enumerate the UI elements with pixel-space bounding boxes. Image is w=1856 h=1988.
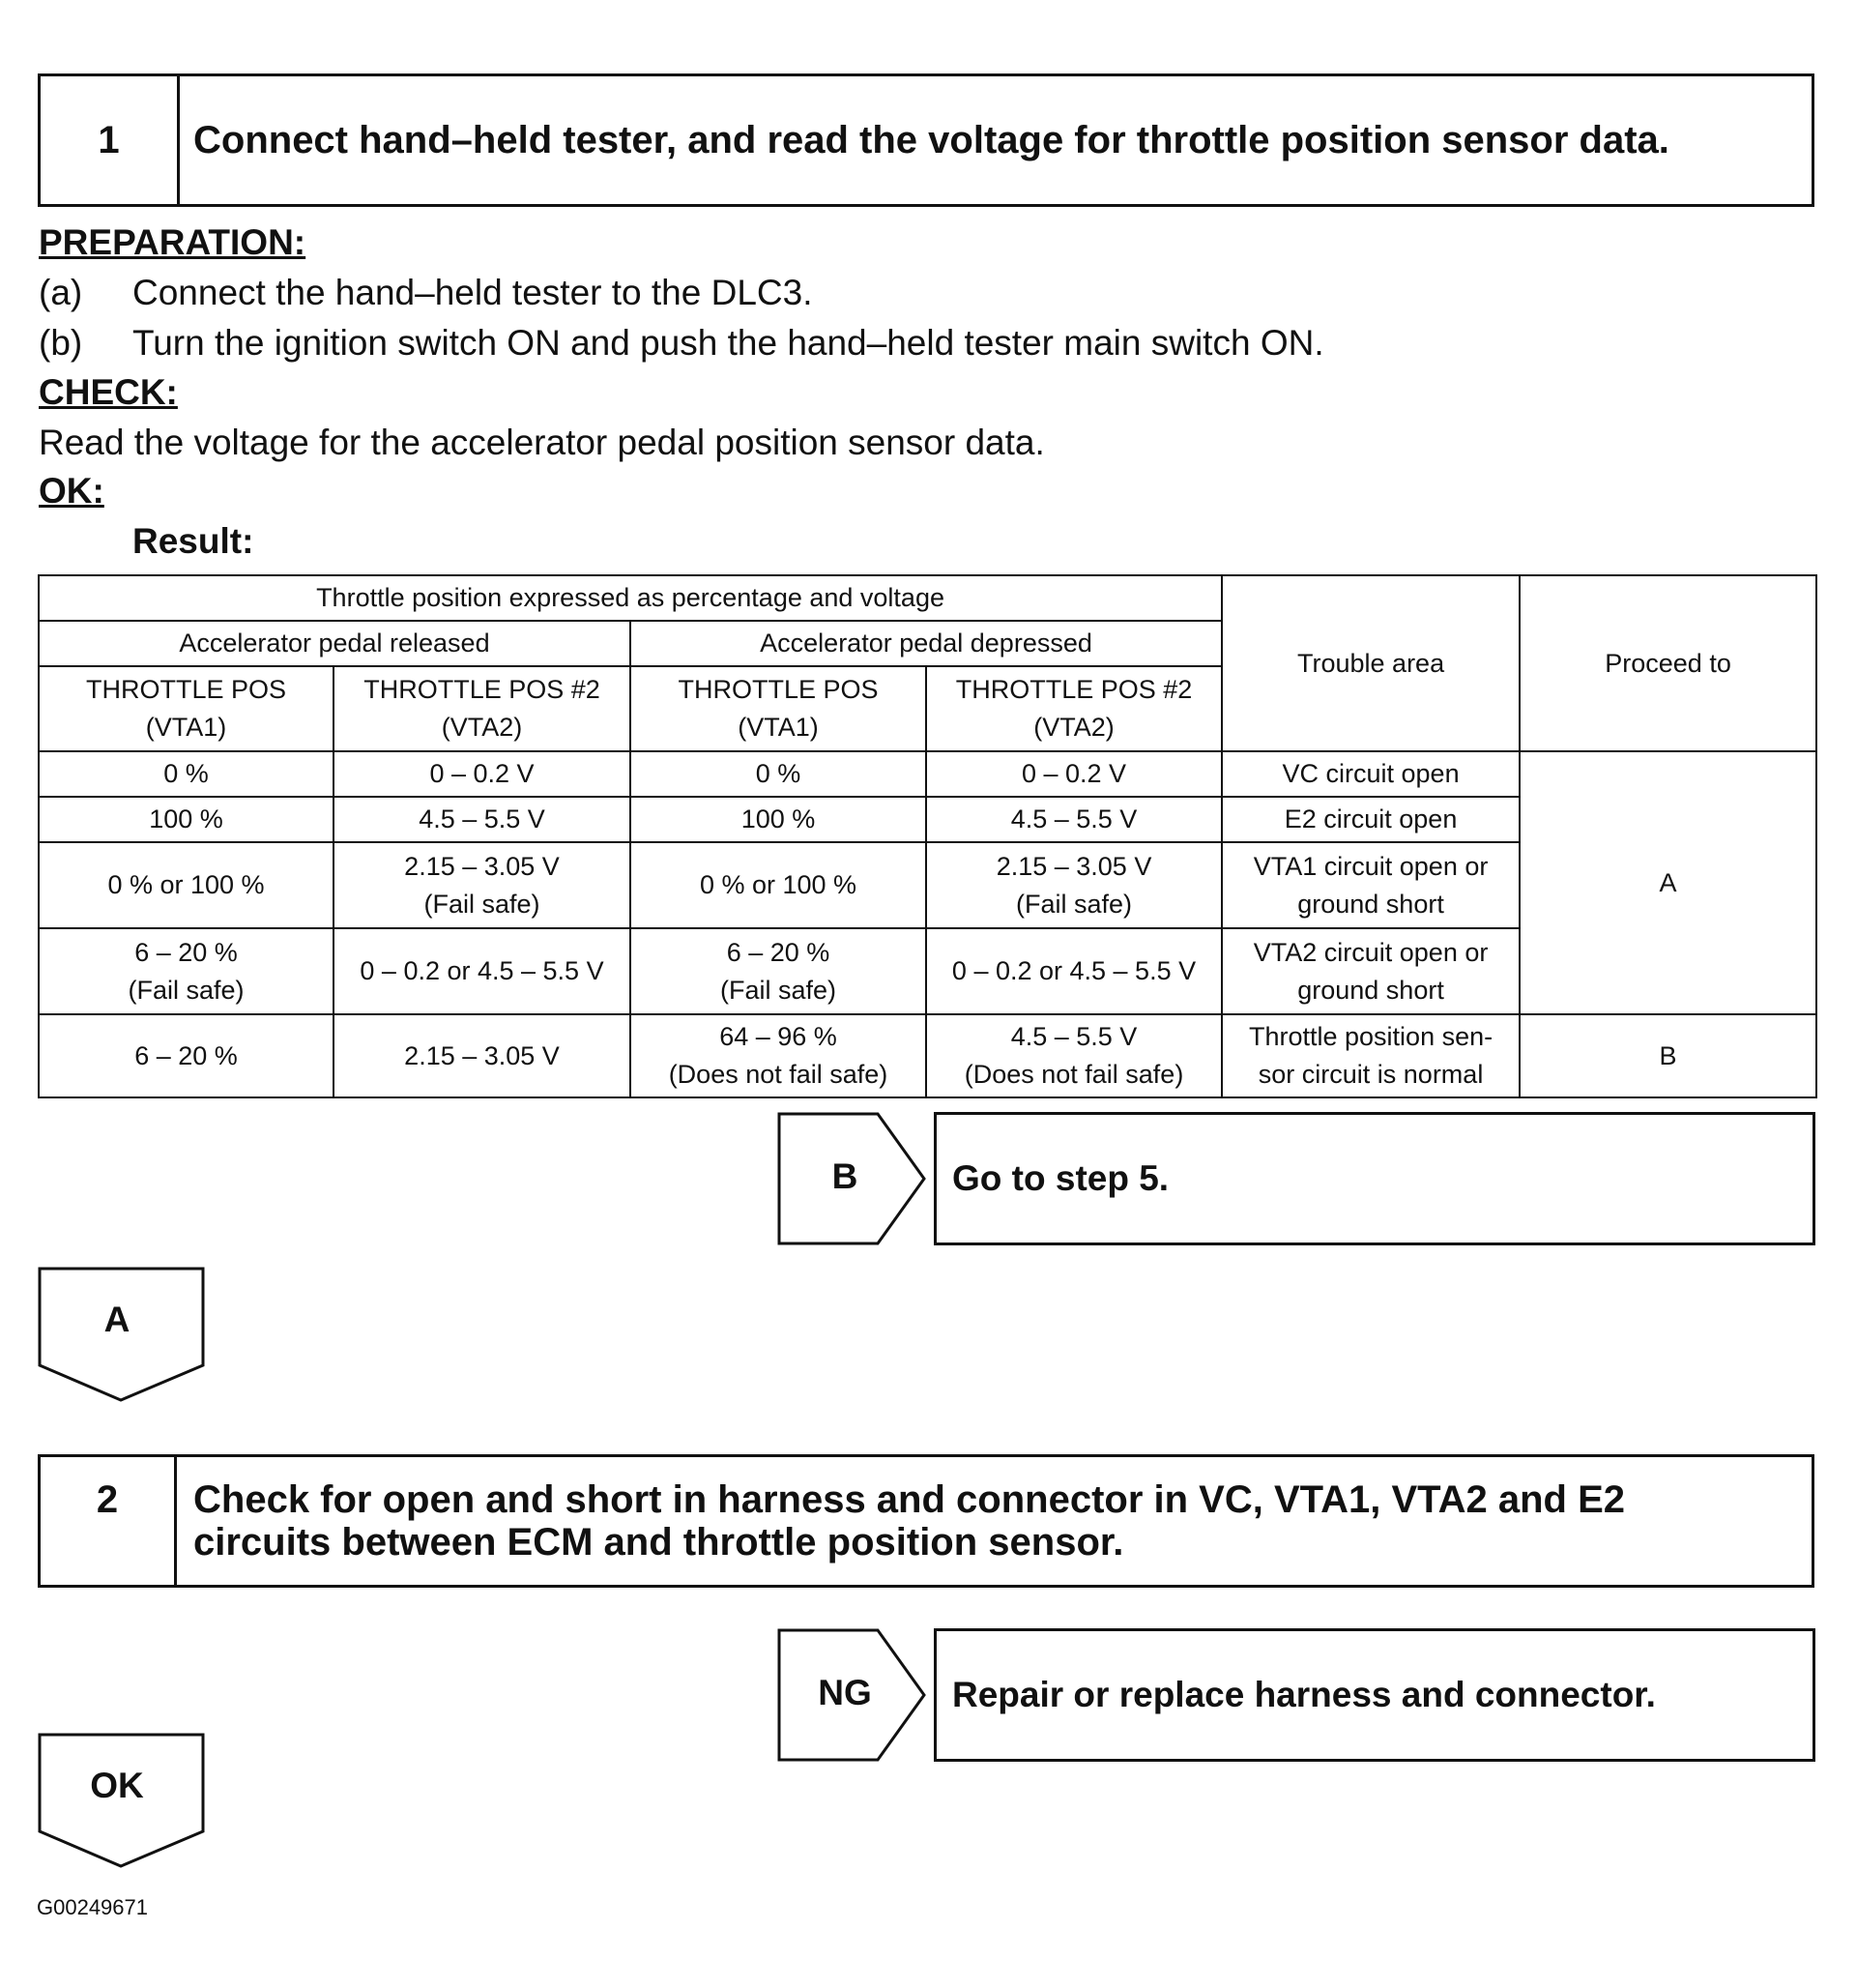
prep-item-text: Turn the ignition switch ON and push the hand–held tester main switch ON. — [132, 323, 1324, 363]
prep-item-label: (a) — [39, 273, 83, 312]
cell-dep-vta2: 2.15 – 3.05 V (Fail safe) — [926, 842, 1222, 928]
col-header-vta2: THROTTLE POS #2 (VTA2) — [926, 666, 1222, 751]
preparation-heading: PREPARATION: — [39, 222, 306, 262]
branch-b-label: B — [831, 1156, 858, 1196]
figure-id: G00249671 — [37, 1895, 148, 1919]
group-header: Throttle position expressed as percentage and voltage — [39, 575, 1222, 621]
cell-dep-vta2: 0 – 0.2 V — [926, 751, 1222, 797]
step-title — [193, 1457, 1792, 1585]
branch-ok-tag — [38, 1733, 206, 1868]
step-title-line: circuits between ECM and throttle position sensor. — [193, 1521, 1124, 1564]
branch-ng-tag — [777, 1628, 932, 1762]
cell-rel-vta2: 0 – 0.2 V — [334, 751, 630, 797]
cell-proceed-b: B — [1520, 1014, 1816, 1097]
branch-ng-action: Repair or replace harness and connector. — [934, 1628, 1815, 1762]
cell-rel-vta1: 6 – 20 % — [39, 1014, 334, 1097]
cell-dep-vta1: 0 % — [630, 751, 926, 797]
proceed-header: Proceed to — [1520, 575, 1816, 751]
check-heading: CHECK: — [39, 372, 178, 412]
step-number: 1 — [41, 76, 180, 204]
step-title-line: Check for open and short in harness and connector in VC, VTA1, VTA2 and E2 — [193, 1478, 1625, 1521]
released-header: Accelerator pedal released — [39, 621, 630, 666]
cell-trouble: E2 circuit open — [1222, 797, 1520, 842]
step-title: Connect hand–held tester, and read the voltage for throttle position sensor data. — [193, 119, 1669, 161]
branch-ng-label: NG — [818, 1673, 872, 1712]
cell-rel-vta1: 0 % or 100 % — [39, 842, 334, 928]
result-table — [38, 574, 1817, 1098]
branch-b-tag — [777, 1112, 932, 1245]
cell-rel-vta1: 0 % — [39, 751, 334, 797]
prep-item-text: Connect the hand–held tester to the DLC3. — [132, 273, 813, 312]
step-1-box — [38, 73, 1814, 207]
col-header-vta2: THROTTLE POS #2 (VTA2) — [334, 666, 630, 751]
cell-proceed-a: A — [1520, 751, 1816, 1014]
cell-dep-vta2: 4.5 – 5.5 V (Does not fail safe) — [926, 1014, 1222, 1097]
cell-rel-vta1: 6 – 20 % (Fail safe) — [39, 928, 334, 1014]
cell-rel-vta1: 100 % — [39, 797, 334, 842]
result-label: Result: — [132, 521, 254, 561]
step-number: 2 — [41, 1457, 177, 1585]
cell-trouble: VTA1 circuit open or ground short — [1222, 842, 1520, 928]
cell-dep-vta2: 0 – 0.2 or 4.5 – 5.5 V — [926, 928, 1222, 1014]
cell-dep-vta1: 6 – 20 % (Fail safe) — [630, 928, 926, 1014]
cell-rel-vta2: 0 – 0.2 or 4.5 – 5.5 V — [334, 928, 630, 1014]
cell-rel-vta2: 2.15 – 3.05 V — [334, 1014, 630, 1097]
depressed-header: Accelerator pedal depressed — [630, 621, 1222, 666]
cell-trouble: VTA2 circuit open or ground short — [1222, 928, 1520, 1014]
step-2-box — [38, 1454, 1814, 1588]
branch-a-tag — [38, 1267, 206, 1402]
cell-trouble: Throttle position sen- sor circuit is normal — [1222, 1014, 1520, 1097]
branch-a-label: A — [103, 1300, 130, 1339]
cell-dep-vta2: 4.5 – 5.5 V — [926, 797, 1222, 842]
ok-heading: OK: — [39, 471, 104, 511]
cell-dep-vta1: 100 % — [630, 797, 926, 842]
cell-dep-vta1: 0 % or 100 % — [630, 842, 926, 928]
prep-item-label: (b) — [39, 323, 83, 363]
table-row — [39, 751, 1816, 797]
cell-trouble: VC circuit open — [1222, 751, 1520, 797]
col-header-vta1: THROTTLE POS (VTA1) — [39, 666, 334, 751]
cell-dep-vta1: 64 – 96 % (Does not fail safe) — [630, 1014, 926, 1097]
trouble-area-header: Trouble area — [1222, 575, 1520, 751]
table-row — [39, 1014, 1816, 1097]
cell-rel-vta2: 4.5 – 5.5 V — [334, 797, 630, 842]
cell-rel-vta2: 2.15 – 3.05 V (Fail safe) — [334, 842, 630, 928]
branch-b-action: Go to step 5. — [934, 1112, 1815, 1245]
check-text: Read the voltage for the accelerator pedal position sensor data. — [39, 423, 1045, 462]
col-header-vta1: THROTTLE POS (VTA1) — [630, 666, 926, 751]
branch-ok-label: OK — [90, 1766, 144, 1805]
